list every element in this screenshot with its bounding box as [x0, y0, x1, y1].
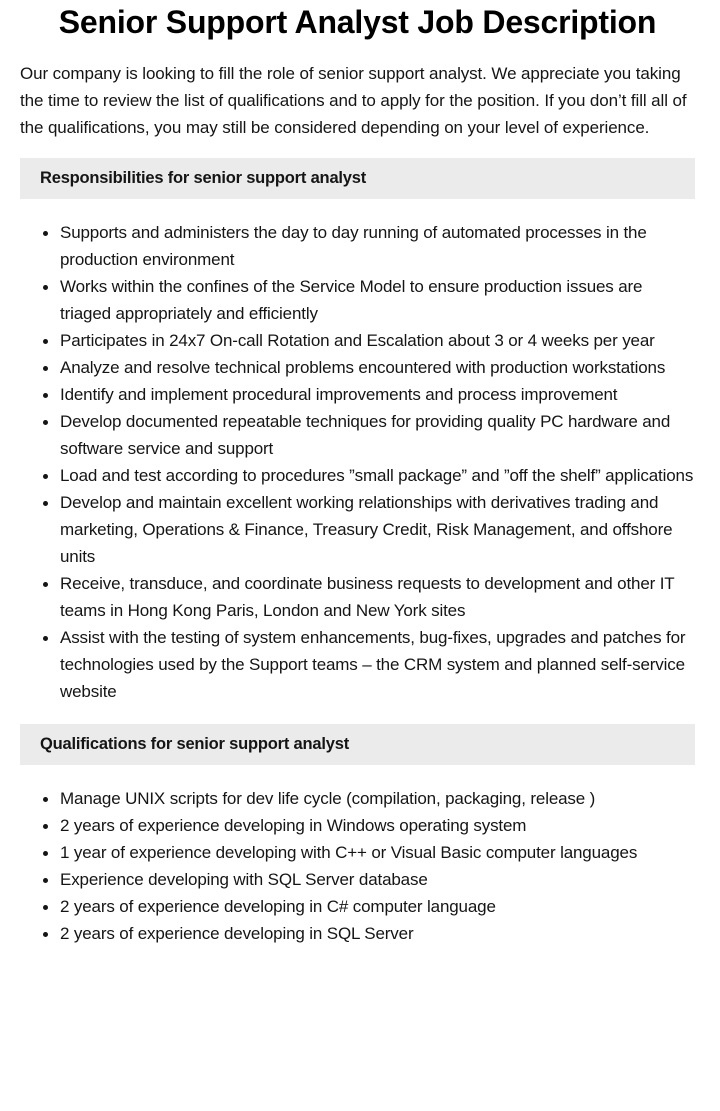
responsibility-item: Participates in 24x7 On-call Rotation and Escalation about 3 or 4 weeks per year: [60, 327, 695, 354]
qualification-item: Manage UNIX scripts for dev life cycle (compilation, packaging, release ): [60, 785, 695, 812]
page-title: Senior Support Analyst Job Description: [58, 4, 657, 40]
responsibilities-list: [20, 219, 695, 705]
responsibility-item: Analyze and resolve technical problems encountered with production workstations: [60, 354, 695, 381]
responsibility-item: Develop documented repeatable techniques for providing quality PC hardware and software service and support: [60, 408, 695, 462]
responsibilities-section-header: [20, 158, 695, 199]
intro-paragraph: Our company is looking to fill the role of senior support analyst. We appreciate you taking the time to review the list of qualifications and to apply for the position. If you don’t fill all of the qualifications, you may still be considered depending on your level of experience.: [20, 64, 687, 137]
responsibility-item: Supports and administers the day to day running of automated processes in the production environment: [60, 219, 695, 273]
qualification-item: 2 years of experience developing in Windows operating system: [60, 812, 695, 839]
qualifications-heading: Qualifications for senior support analyst: [40, 735, 350, 753]
responsibility-item: Receive, transduce, and coordinate business requests to development and other IT teams in Hong Kong Paris, London and New York sites: [60, 570, 695, 624]
responsibility-item: Load and test according to procedures ”small package” and ”off the shelf” applications: [60, 462, 695, 489]
responsibility-item: Assist with the testing of system enhancements, bug-fixes, upgrades and patches for technologies used by the Support teams – the CRM system and planned self-service website: [60, 624, 695, 705]
qualification-item: 1 year of experience developing with C++ or Visual Basic computer languages: [60, 839, 695, 866]
qualifications-list: [20, 785, 695, 947]
qualification-item: 2 years of experience developing in SQL Server: [60, 920, 695, 947]
responsibility-item: Develop and maintain excellent working relationships with derivatives trading and marketing, Operations & Finance, Treasury Credit, Risk Management, and offshore units: [60, 489, 695, 570]
qualification-item: Experience developing with SQL Server database: [60, 866, 695, 893]
responsibilities-heading: Responsibilities for senior support analyst: [40, 169, 367, 187]
responsibility-item: Identify and implement procedural improvements and process improvement: [60, 381, 695, 408]
responsibility-item: Works within the confines of the Service Model to ensure production issues are triaged appropriately and efficiently: [60, 273, 695, 327]
qualification-item: 2 years of experience developing in C# computer language: [60, 893, 695, 920]
qualifications-section-header: [20, 724, 695, 765]
